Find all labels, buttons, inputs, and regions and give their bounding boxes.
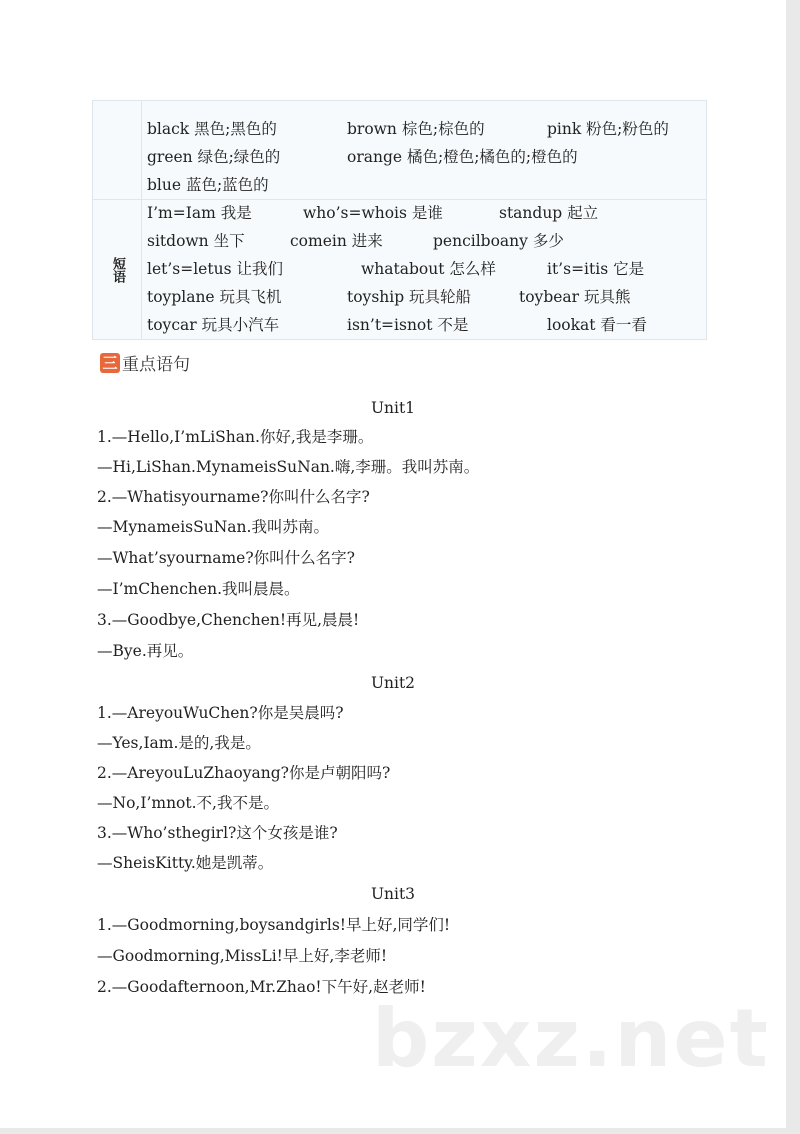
vocab-item: blue 蓝色;蓝色的 <box>147 176 269 194</box>
sentence-line: 1.—Hello,I’mLiShan.你好,我是李珊。 <box>97 428 374 446</box>
unit-title: Unit3 <box>370 885 416 903</box>
sentence-line: —MynameisSuNan.我叫苏南。 <box>97 518 329 536</box>
sentence-line: 1.—Goodmorning,boysandgirls!早上好,同学们! <box>97 916 451 934</box>
sentence-line: —I’mChenchen.我叫晨晨。 <box>97 580 300 598</box>
phrase-item: toybear 玩具熊 <box>519 288 631 306</box>
phrase-item: lookat 看一看 <box>547 316 647 334</box>
phrase-item: toyplane 玩具飞机 <box>147 288 282 306</box>
label-column-colors <box>93 101 142 199</box>
sentence-line: —What’syourname?你叫什么名字? <box>97 549 355 567</box>
phrase-item: who’s=whois 是谁 <box>303 204 443 222</box>
watermark: bzxz.net <box>372 992 770 1085</box>
vocab-item: orange 橘色;橙色;橘色的;橙色的 <box>347 148 578 166</box>
phrase-item: pencilboany 多少 <box>433 232 564 250</box>
label-column-phrases <box>93 200 142 339</box>
sentence-line: 3.—Who’sthegirl?这个女孩是谁? <box>97 824 338 842</box>
row-divider <box>93 199 706 200</box>
sentence-line: 2.—AreyouLuZhaoyang?你是卢朝阳吗? <box>97 764 391 782</box>
section-heading <box>100 350 190 375</box>
phrase-item: let’s=letus 让我们 <box>147 260 283 278</box>
sentence-line: —SheisKitty.她是凯蒂。 <box>97 854 274 872</box>
phrase-item: I’m=Iam 我是 <box>147 204 252 222</box>
phrase-item: toyship 玩具轮船 <box>347 288 472 306</box>
sentence-line: 1.—AreyouWuChen?你是吴晨吗? <box>97 704 344 722</box>
phrases-label: 短语 <box>110 256 125 283</box>
sentence-line: 2.—Whatisyourname?你叫什么名字? <box>97 488 370 506</box>
vocab-item: green 绿色;绿色的 <box>147 148 281 166</box>
sentence-line: —Yes,Iam.是的,我是。 <box>97 734 261 752</box>
phrase-item: comein 进来 <box>290 232 383 250</box>
vocab-item: pink 粉色;粉色的 <box>547 120 669 138</box>
sentence-line: 2.—Goodafternoon,Mr.Zhao!下午好,赵老师! <box>97 978 426 996</box>
section-title: 重点语句 <box>122 355 190 375</box>
sentence-line: —No,I’mnot.不,我不是。 <box>97 794 279 812</box>
vocabulary-table <box>92 100 707 340</box>
phrase-item: sitdown 坐下 <box>147 232 245 250</box>
vocab-item: brown 棕色;棕色的 <box>347 120 485 138</box>
sentence-line: —Goodmorning,MissLi!早上好,李老师! <box>97 947 388 965</box>
sentence-line: —Bye.再见。 <box>97 642 194 660</box>
phrase-item: standup 起立 <box>499 204 599 222</box>
unit-title: Unit2 <box>370 674 416 692</box>
vocab-item: black 黑色;黑色的 <box>147 120 277 138</box>
sentence-line: 3.—Goodbye,Chenchen!再见,晨晨! <box>97 611 360 629</box>
phrase-item: isn’t=isnot 不是 <box>347 316 469 334</box>
section-number-icon: 三 <box>100 353 120 373</box>
phrase-item: toycar 玩具小汽车 <box>147 316 280 334</box>
phrase-item: whatabout 怎么样 <box>361 260 496 278</box>
phrase-item: it’s=itis 它是 <box>547 260 645 278</box>
sentence-line: —Hi,LiShan.MynameisSuNan.嗨,李珊。我叫苏南。 <box>97 458 480 476</box>
unit-title: Unit1 <box>370 399 416 417</box>
